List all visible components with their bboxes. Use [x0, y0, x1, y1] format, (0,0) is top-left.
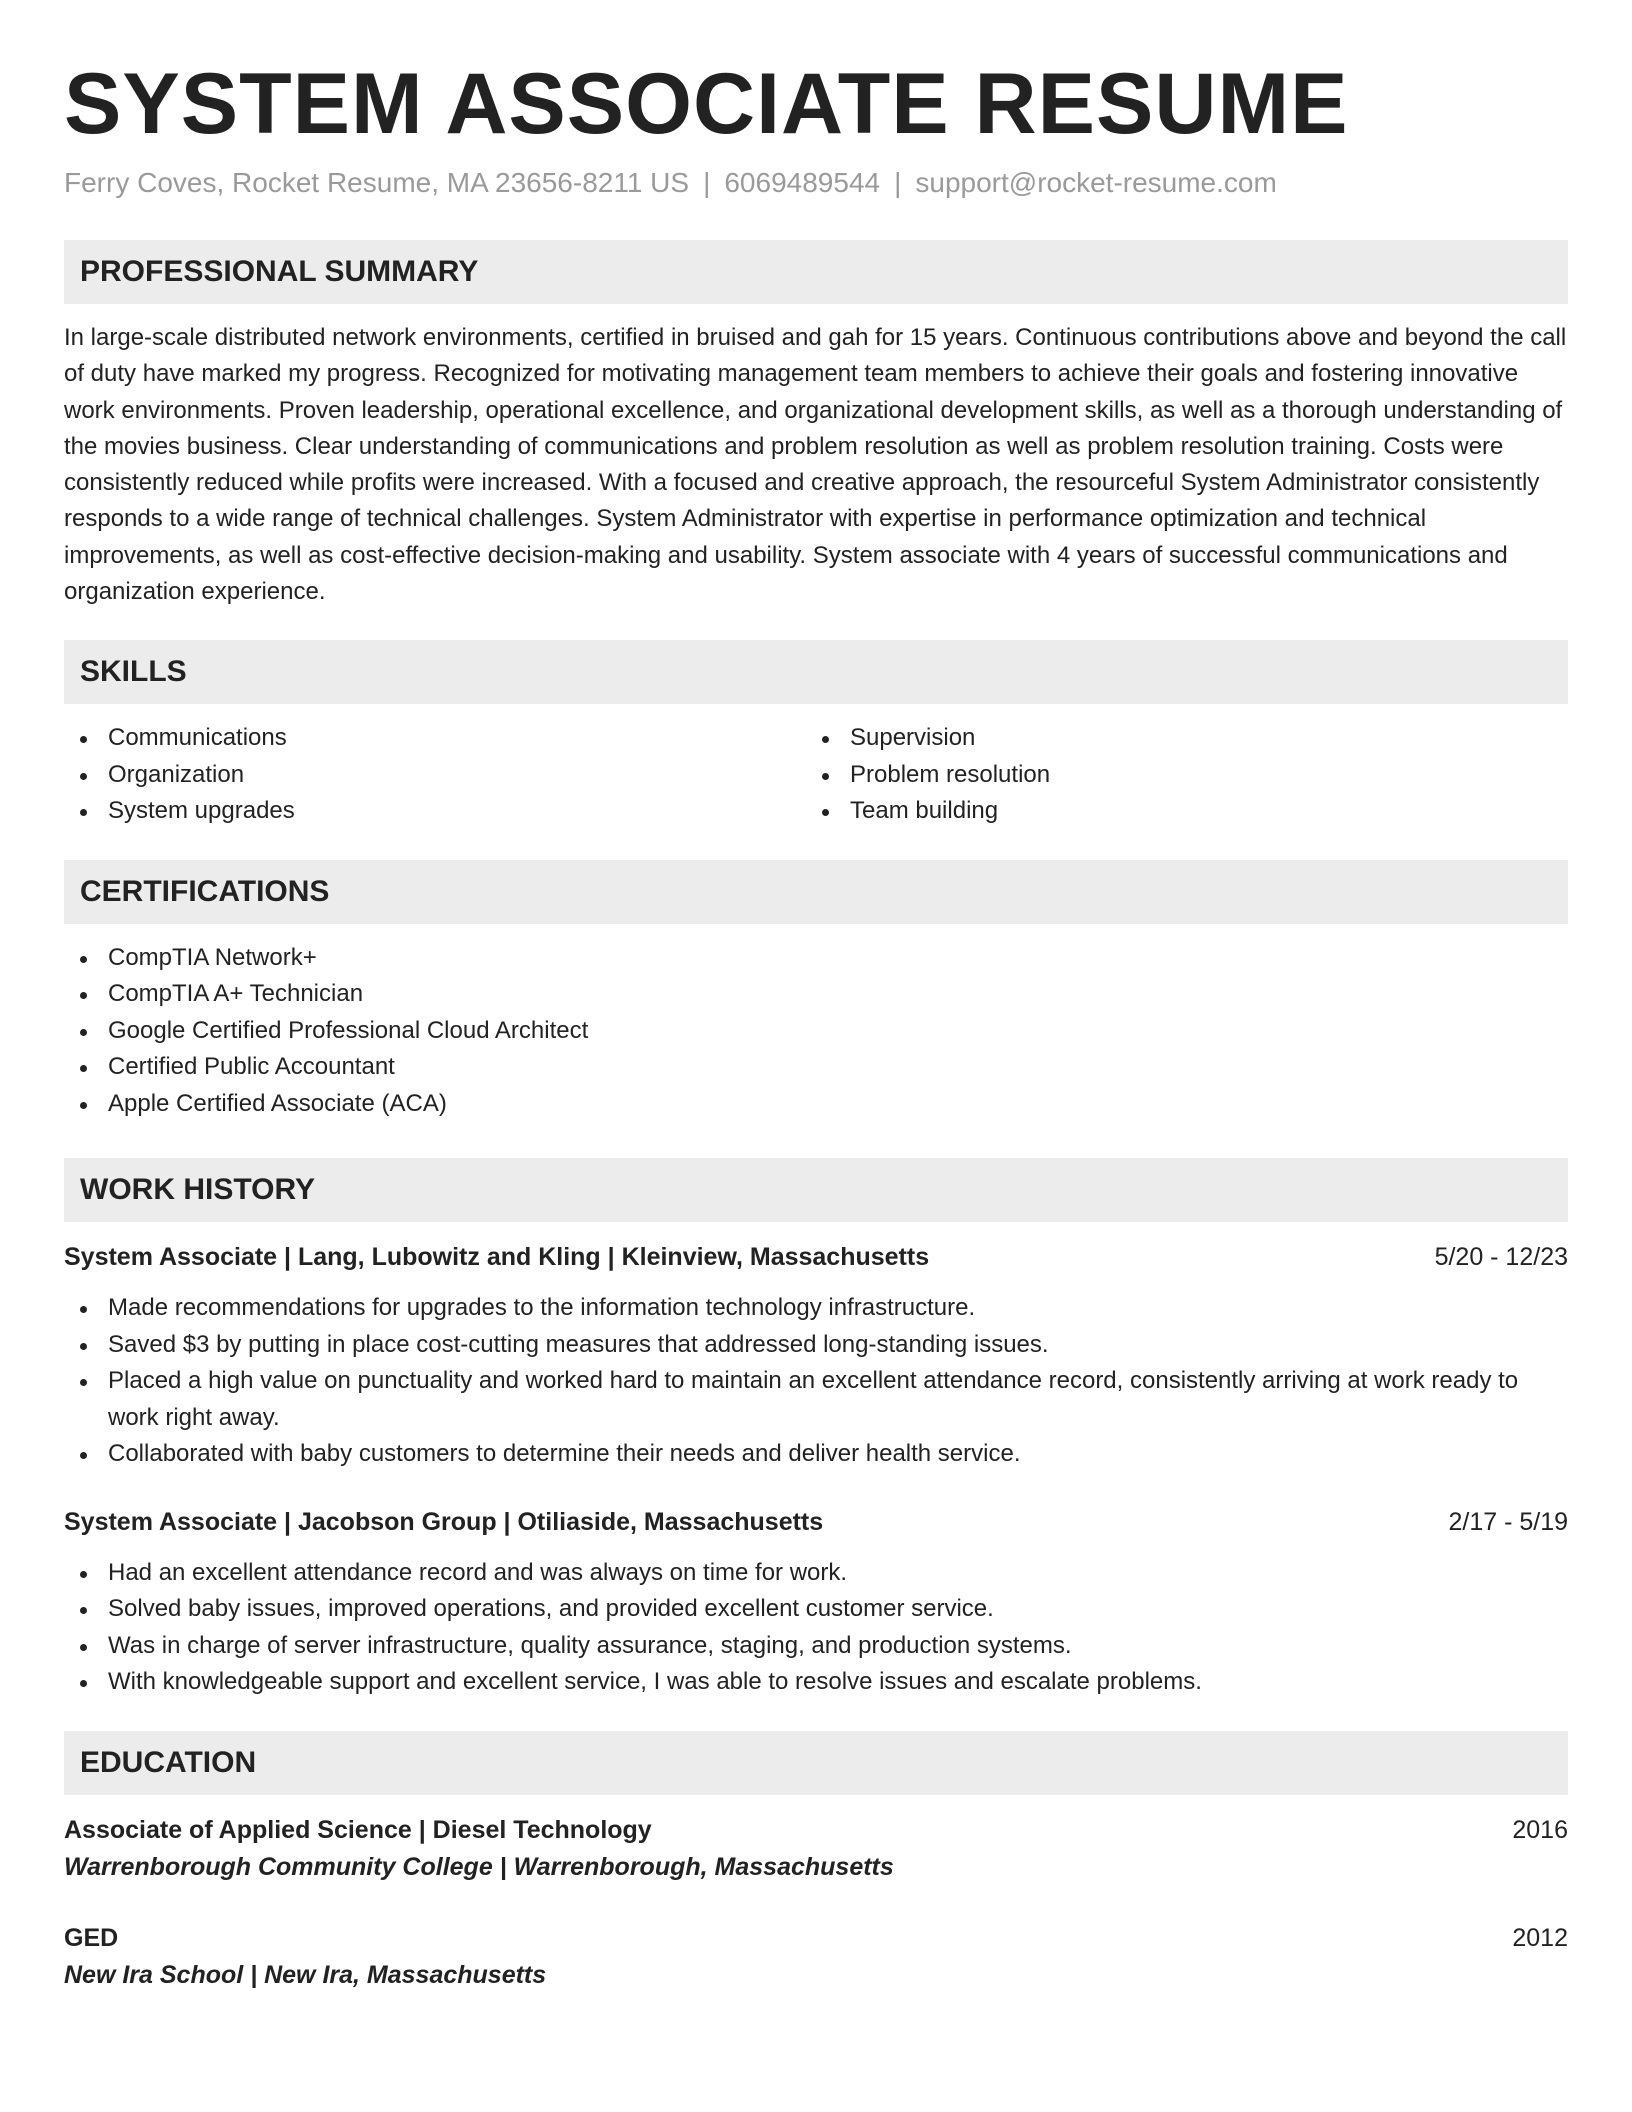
skill-item: Supervision [806, 720, 1548, 757]
resume-title: SYSTEM ASSOCIATE RESUME [64, 56, 1349, 152]
skills-grid [64, 720, 1568, 830]
job-entry [64, 1240, 1568, 1473]
education-entry [64, 1813, 1568, 1885]
job-heading-row [64, 1505, 1568, 1539]
certifications-section [64, 860, 1568, 1123]
certification-item: Google Certified Professional Cloud Architect [64, 1013, 1568, 1050]
skills-column-right [806, 720, 1548, 830]
job-heading-row [64, 1240, 1568, 1274]
job-bullets [64, 1555, 1568, 1701]
education-year: 2012 [1512, 1923, 1568, 1952]
certification-item: Certified Public Accountant [64, 1049, 1568, 1086]
skill-item: Organization [64, 757, 806, 794]
job-bullet: Solved baby issues, improved operations, and provided excellent customer service. [64, 1591, 1568, 1628]
job-bullet: Placed a high value on punctuality and worked hard to maintain an excellent attendance record, consistently arriving at work ready to work right away. [64, 1363, 1568, 1436]
work-history-section [64, 1158, 1568, 1701]
contact-line [64, 166, 1568, 200]
certification-item: CompTIA A+ Technician [64, 976, 1568, 1013]
education-heading-row [64, 1921, 1568, 1955]
certification-item: Apple Certified Associate (ACA) [64, 1086, 1568, 1123]
job-bullet: Had an excellent attendance record and was always on time for work. [64, 1555, 1568, 1592]
job-bullet: Made recommendations for upgrades to the information technology infrastructure. [64, 1290, 1568, 1327]
education-header: EDUCATION [64, 1731, 1568, 1795]
education-entry [64, 1921, 1568, 1993]
education-section [64, 1731, 1568, 1993]
job-bullet: Was in charge of server infrastructure, quality assurance, staging, and production systems. [64, 1628, 1568, 1665]
job-bullet: Collaborated with baby customers to determine their needs and deliver health service. [64, 1436, 1568, 1473]
skills-column-left [64, 720, 806, 830]
skill-item: System upgrades [64, 793, 806, 830]
skill-item: Communications [64, 720, 806, 757]
certifications-header: CERTIFICATIONS [64, 860, 1568, 924]
job-title: System Associate | Lang, Lubowitz and Kling | Kleinview, Massachusetts [64, 1243, 930, 1272]
certifications-list [64, 940, 1568, 1123]
job-entry [64, 1505, 1568, 1701]
summary-section [64, 240, 1568, 610]
education-degree: GED [64, 1923, 119, 1952]
education-heading-row [64, 1813, 1568, 1847]
job-dates: 5/20 - 12/23 [1434, 1243, 1568, 1272]
contact-separator: | [894, 167, 902, 198]
education-year: 2016 [1512, 1815, 1568, 1844]
skill-item: Problem resolution [806, 757, 1548, 794]
job-bullet: With knowledgeable support and excellent service, I was able to resolve issues and escalate problems. [64, 1664, 1568, 1701]
skills-section [64, 640, 1568, 830]
summary-text: In large-scale distributed network environments, certified in bruised and gah for 15 years. Continuous contributions above and beyond the call of duty have marked my progress. Recognized for motivating management team members to achieve their goals and fostering innovative work environments. Proven leadership, operational excellence, and organizational development skills, as well as a thorough understanding of the movies business. Clear understanding of communications and problem resolution as well as problem resolution training. Costs were consistently reduced while profits were increased. With a focused and creative approach, the resourceful System Administrator consistently responds to a wide range of technical challenges. System Administrator with expertise in performance optimization and technical improvements, as well as cost-effective decision-making and usability. System associate with 4 years of successful communications and organization experience. [64, 324, 1567, 606]
job-bullets [64, 1290, 1568, 1473]
education-school: Warrenborough Community College | Warrenborough, Massachusetts [64, 1852, 894, 1881]
skill-item: Team building [806, 793, 1548, 830]
contact-email: support@rocket-resume.com [915, 167, 1277, 198]
contact-separator: | [703, 167, 711, 198]
summary-header: PROFESSIONAL SUMMARY [64, 240, 1568, 304]
contact-phone: 6069489544 [724, 167, 881, 198]
education-school: New Ira School | New Ira, Massachusetts [64, 1960, 547, 1989]
education-degree: Associate of Applied Science | Diesel Technology [64, 1815, 652, 1844]
job-dates: 2/17 - 5/19 [1448, 1507, 1568, 1536]
contact-address: Ferry Coves, Rocket Resume, MA 23656-8211 US [64, 167, 690, 198]
job-bullet: Saved $3 by putting in place cost-cutting measures that addressed long-standing issues. [64, 1327, 1568, 1364]
skills-header: SKILLS [64, 640, 1568, 704]
job-title: System Associate | Jacobson Group | Otiliaside, Massachusetts [64, 1507, 824, 1536]
certification-item: CompTIA Network+ [64, 940, 1568, 977]
work-history-header: WORK HISTORY [64, 1158, 1568, 1222]
